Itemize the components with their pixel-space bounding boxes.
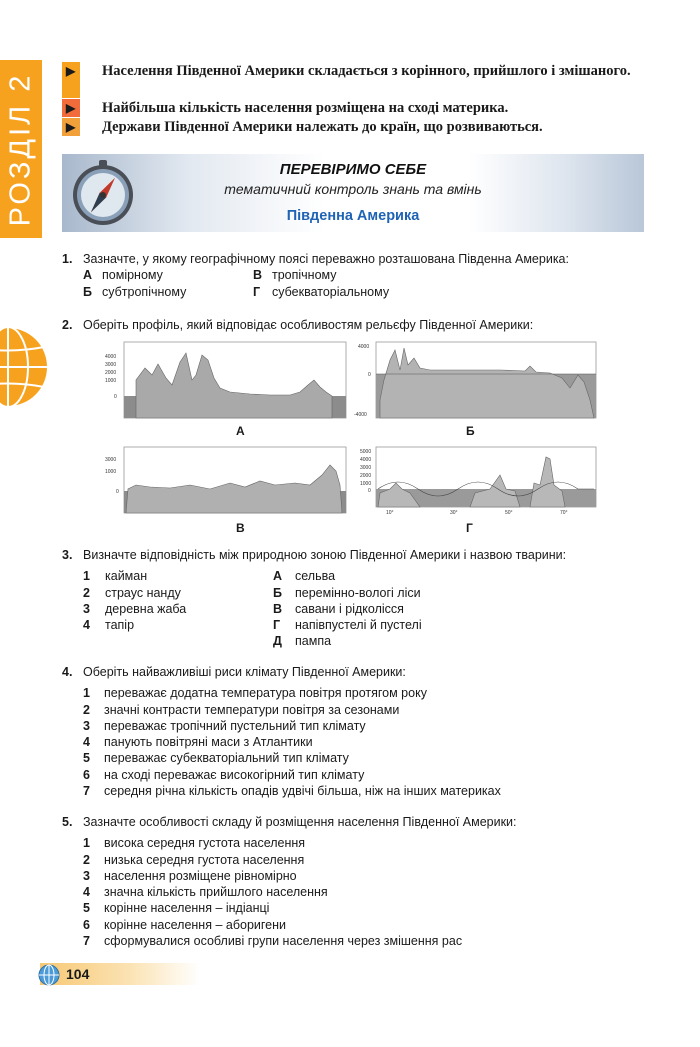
profile-g-tick: 2000	[360, 473, 372, 479]
list-item	[83, 917, 662, 933]
match-right-item	[273, 568, 523, 584]
profile-a-tick: 0	[114, 394, 117, 400]
match-right-item	[273, 601, 523, 617]
profile-a-chart	[100, 340, 350, 422]
question-2	[62, 317, 662, 333]
item-key: 5	[83, 751, 90, 766]
item-text: панують повітряні маси з Атлантики	[104, 735, 313, 750]
match-left-item	[83, 617, 273, 633]
option-text: помірному	[102, 268, 163, 283]
footer-bar	[40, 963, 200, 985]
page-number: 104	[66, 966, 90, 982]
item-text: значні контрасти температури повітря за сезонами	[104, 702, 400, 717]
answer-options	[83, 267, 662, 300]
profile-g-label: Г	[466, 521, 473, 535]
item-text: корінне населення – індіанці	[104, 901, 270, 916]
option-key: Б	[83, 284, 92, 299]
summary-text: Найбільша кількість населення розміщена на сході материка.	[102, 100, 509, 116]
item-text: низька середня густота населення	[104, 852, 305, 867]
question-number: 4.	[62, 665, 73, 679]
match-table	[83, 568, 662, 649]
globe-icon	[0, 322, 50, 412]
question-number: 1.	[62, 252, 73, 266]
match-text: савани і рідколісся	[295, 601, 404, 616]
item-text: на сході переважає високогірний тип клімату	[104, 767, 365, 782]
list-item	[83, 783, 662, 799]
item-text: сформувалися особливі групи населення через змішення рас	[104, 934, 463, 949]
profile-g-xtick: 10°	[386, 510, 394, 516]
list-item	[83, 884, 662, 900]
item-key: 2	[83, 702, 90, 717]
match-key: Б	[273, 585, 282, 600]
question-text: Оберіть профіль, який відповідає особливостям рельєфу Південної Америки:	[83, 318, 534, 332]
question-text: Зазначте, у якому географічному поясі переважно розташована Південна Америка:	[83, 252, 569, 266]
match-right-item	[273, 633, 523, 649]
item-key: 7	[83, 784, 90, 799]
list-item	[83, 685, 662, 701]
item-text: висока середня густота населення	[104, 836, 306, 851]
item-text: переважає субекваторіальний тип клімату	[104, 751, 349, 766]
match-text: напівпустелі й пустелі	[295, 618, 422, 633]
option-key: А	[83, 268, 93, 283]
list-item	[83, 750, 662, 766]
item-key: 1	[83, 686, 90, 701]
profile-b-label: Б	[466, 424, 475, 438]
question-5	[62, 814, 662, 949]
item-text: переважає тропічний пустельний тип клімату	[104, 718, 366, 733]
list-item	[83, 852, 662, 868]
item-text: корінне населення – аборигени	[104, 917, 287, 932]
answer-option	[253, 284, 473, 300]
list-item	[83, 767, 662, 783]
match-text: пампа	[295, 634, 332, 649]
list-item	[83, 868, 662, 884]
summary-item	[62, 62, 652, 98]
match-key: Д	[273, 634, 282, 649]
match-key: А	[273, 569, 283, 584]
footer-globe-icon	[37, 963, 61, 987]
match-text: тапір	[105, 618, 135, 633]
question-number: 5.	[62, 815, 73, 829]
bullet-arrow-icon: ▶	[66, 101, 76, 115]
list-item	[83, 718, 662, 734]
match-key: 3	[83, 601, 90, 616]
item-key: 4	[83, 735, 90, 750]
bullet-arrow-icon: ▶	[66, 64, 76, 78]
test-topic: Південна Америка	[286, 208, 420, 224]
profile-a-label: А	[236, 424, 245, 438]
match-left-item	[83, 585, 273, 601]
summary-item	[62, 118, 652, 136]
profile-b-tick: 0	[368, 372, 371, 378]
item-text: переважає додатна температура повітря протягом року	[104, 686, 427, 701]
match-text: страус нанду	[105, 585, 181, 600]
test-header-banner	[62, 154, 644, 232]
profile-b-tick: -4000	[354, 412, 367, 418]
question-number: 3.	[62, 548, 73, 562]
test-subtitle: тематичний контроль знань та вмінь	[224, 181, 482, 197]
profile-g-tick: 1000	[360, 481, 372, 487]
item-key: 3	[83, 718, 90, 733]
question-3	[62, 547, 662, 650]
profile-v-chart	[100, 445, 350, 517]
answer-option	[253, 267, 473, 283]
section-label	[0, 60, 42, 238]
question-text: Оберіть найважливіші риси клімату Південної Америки:	[83, 665, 406, 679]
list-item	[83, 900, 662, 916]
match-key: В	[273, 601, 283, 616]
question-4	[62, 664, 662, 799]
option-key: Г	[253, 284, 261, 299]
summary-item	[62, 99, 652, 117]
question-text: Зазначте особливості складу й розміщення населення Південної Америки:	[83, 815, 517, 829]
bullet-arrow-icon: ▶	[66, 120, 76, 134]
item-key: 2	[83, 852, 90, 867]
item-key: 3	[83, 868, 90, 883]
match-key: 2	[83, 585, 90, 600]
item-text: населення розміщене рівномірно	[104, 868, 297, 883]
test-title: ПЕРЕВІРИМО СЕБЕ	[279, 161, 427, 178]
profile-b-tick: 4000	[358, 344, 370, 350]
answer-option	[83, 267, 253, 283]
match-key: 1	[83, 569, 90, 584]
match-text: сельва	[295, 569, 336, 584]
list-item	[83, 702, 662, 718]
profile-g-tick: 4000	[360, 457, 372, 463]
item-text: середня річна кількість опадів удвічі більша, ніж на інших материках	[104, 784, 501, 799]
summary-text: Держави Південної Америки належать до країн, що розвиваються.	[102, 119, 543, 135]
section-label-text: РОЗДІЛ 2	[4, 72, 37, 226]
match-key: Г	[273, 618, 281, 633]
answer-option	[83, 284, 253, 300]
question-number: 2.	[62, 318, 73, 332]
profile-v-tick: 3000	[105, 457, 117, 463]
profile-g-tick: 0	[368, 488, 371, 494]
profile-a-tick: 4000	[105, 354, 117, 360]
answer-list	[83, 685, 662, 799]
match-key: 4	[83, 618, 90, 633]
profile-v-tick: 1000	[105, 469, 117, 475]
profile-v-tick: 0	[116, 489, 119, 495]
profile-g-xtick: 30°	[450, 510, 458, 516]
option-text: тропічному	[272, 268, 337, 283]
summary-list	[62, 62, 652, 136]
profile-a-tick: 1000	[105, 378, 117, 384]
item-key: 1	[83, 836, 90, 851]
profile-b-chart	[350, 340, 600, 422]
list-item	[83, 835, 662, 851]
profile-a-tick: 3000	[105, 362, 117, 368]
question-text: Визначте відповідність між природною зоною Південної Америки і назвою тварини:	[83, 548, 567, 562]
item-key: 6	[83, 767, 90, 782]
answer-list	[83, 835, 662, 949]
profile-a-tick: 2000	[105, 370, 117, 376]
list-item	[83, 734, 662, 750]
list-item	[83, 933, 662, 949]
profile-g-tick: 3000	[360, 465, 372, 471]
profile-v-label: В	[236, 521, 245, 535]
match-text: перемінно-вологі ліси	[295, 585, 421, 600]
match-left-item	[83, 568, 273, 584]
match-text: деревна жаба	[105, 601, 187, 616]
item-text: значна кількість прийшлого населення	[104, 885, 328, 900]
option-text: субекваторіальному	[272, 284, 390, 299]
profile-g-tick: 5000	[360, 449, 372, 455]
item-key: 5	[83, 901, 90, 916]
option-text: субтропічному	[102, 284, 187, 299]
profile-g-xtick: 70°	[560, 510, 568, 516]
option-key: В	[253, 268, 263, 283]
match-text: кайман	[105, 569, 148, 584]
match-right-item	[273, 585, 523, 601]
item-key: 6	[83, 917, 90, 932]
summary-text: Населення Південної Америки складається з корінного, прийшлого і змішаного.	[102, 63, 631, 79]
match-right-item	[273, 617, 523, 633]
profile-g-xtick: 50°	[505, 510, 513, 516]
item-key: 4	[83, 885, 90, 900]
question-1	[62, 251, 662, 300]
item-key: 7	[83, 934, 90, 949]
match-left-item	[83, 601, 273, 617]
profile-g-chart	[350, 445, 600, 517]
